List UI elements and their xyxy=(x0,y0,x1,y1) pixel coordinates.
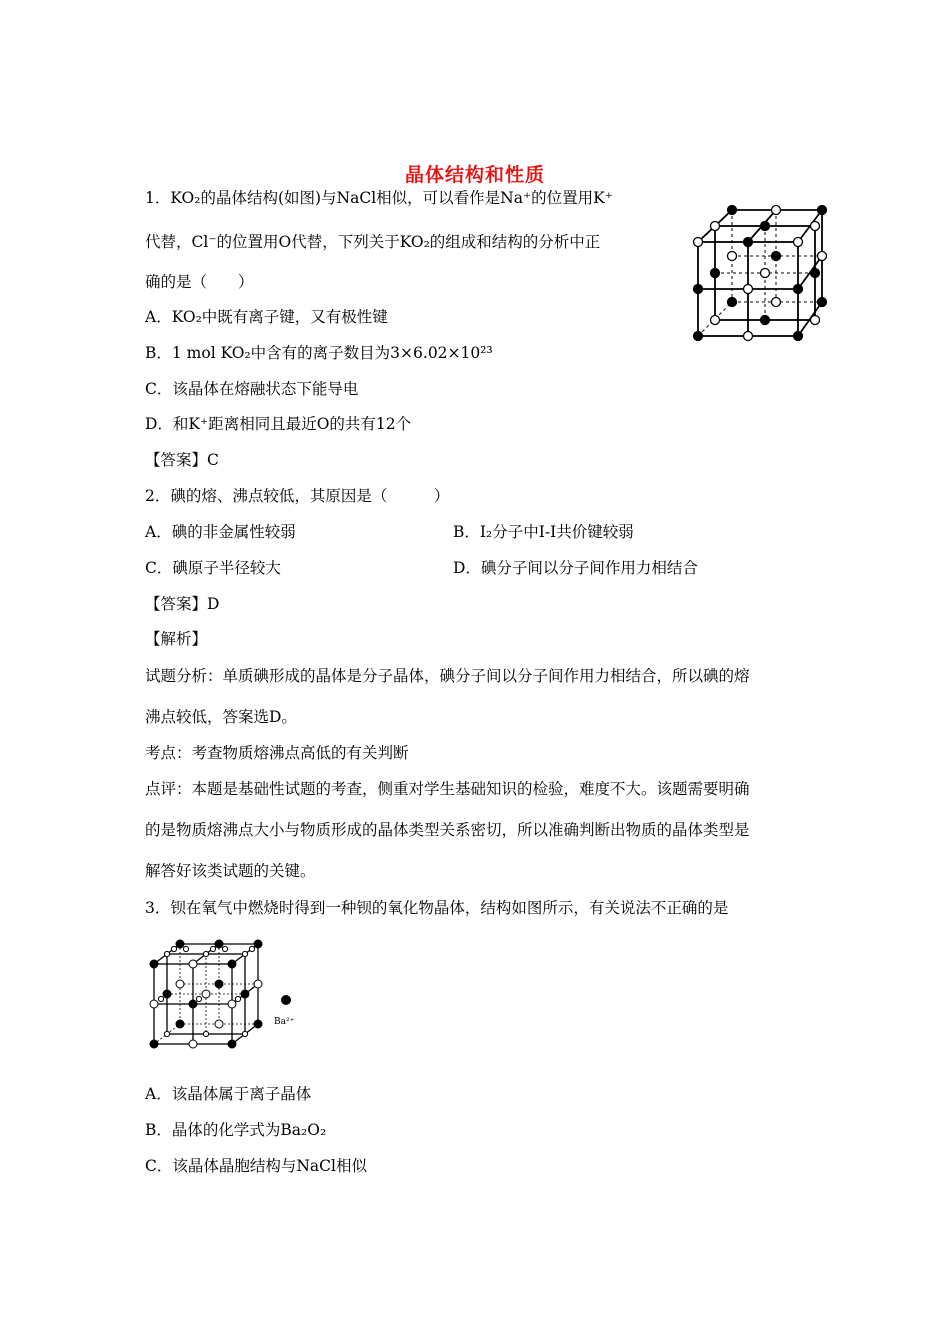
q1-option-c: C．该晶体在熔融状态下能导电 xyxy=(145,380,359,398)
q2-comment-line2: 的是物质熔沸点大小与物质形成的晶体类型关系密切，所以准确判断出物质的晶体类型是 xyxy=(145,821,750,839)
q1-option-d: D．和K⁺距离相同且最近O的共有12个 xyxy=(145,415,412,433)
q2-comment-line3: 解答好该类试题的关键。 xyxy=(145,862,316,880)
q1-answer: 【答案】C xyxy=(145,451,219,469)
q3-option-a: A．该晶体属于离子晶体 xyxy=(145,1085,312,1103)
q1-stem-line2: 代替，Cl⁻的位置用O代替，下列关于KO₂的组成和结构的分析中正 xyxy=(145,233,601,251)
q2-option-d: D．碘分子间以分子间作用力相结合 xyxy=(453,559,698,577)
q1-option-a: A．KO₂中既有离子键，又有极性键 xyxy=(145,308,388,326)
baria-crystal-figure xyxy=(146,936,306,1058)
q1-stem-line1: 1．KO₂的晶体结构(如图)与NaCl相似，可以看作是Na⁺的位置用K⁺ xyxy=(145,189,613,207)
q3-stem: 3．钡在氧气中燃烧时得到一种钡的氧化物晶体，结构如图所示，有关说法不正确的是 xyxy=(145,899,729,917)
q2-stem: 2．碘的熔、沸点较低，其原因是（ ） xyxy=(145,487,450,505)
q2-answer: 【答案】D xyxy=(145,595,220,613)
q2-kaodian: 考点：考查物质熔沸点高低的有关判断 xyxy=(145,744,409,762)
ba-legend-label: Ba²⁺ xyxy=(274,1017,295,1027)
q2-analysis-label: 【解析】 xyxy=(145,630,208,648)
ko2-crystal-figure xyxy=(690,202,840,342)
q2-analysis-line1: 试题分析：单质碘形成的晶体是分子晶体，碘分子间以分子间作用力相结合，所以碘的熔 xyxy=(145,667,750,685)
page-title: 晶体结构和性质 xyxy=(404,164,545,186)
q2-option-a: A．碘的非金属性较弱 xyxy=(145,523,296,541)
ba-legend-dot xyxy=(282,996,291,1005)
q2-option-c: C．碘原子半径较大 xyxy=(145,559,281,577)
q2-option-b: B．I₂分子中I-I共价键较弱 xyxy=(453,523,634,541)
q1-option-b: B．1 mol KO₂中含有的离子数目为3×6.02×10²³ xyxy=(145,344,493,362)
q3-option-b: B．晶体的化学式为Ba₂O₂ xyxy=(145,1121,327,1139)
q1-stem-line3: 确的是（ ） xyxy=(145,273,254,291)
q3-option-c: C．该晶体晶胞结构与NaCl相似 xyxy=(145,1157,367,1175)
q2-analysis-line2: 沸点较低，答案选D。 xyxy=(145,708,297,726)
q2-comment-line1: 点评：本题是基础性试题的考查，侧重对学生基础知识的检验，难度不大。该题需要明确 xyxy=(145,780,750,798)
